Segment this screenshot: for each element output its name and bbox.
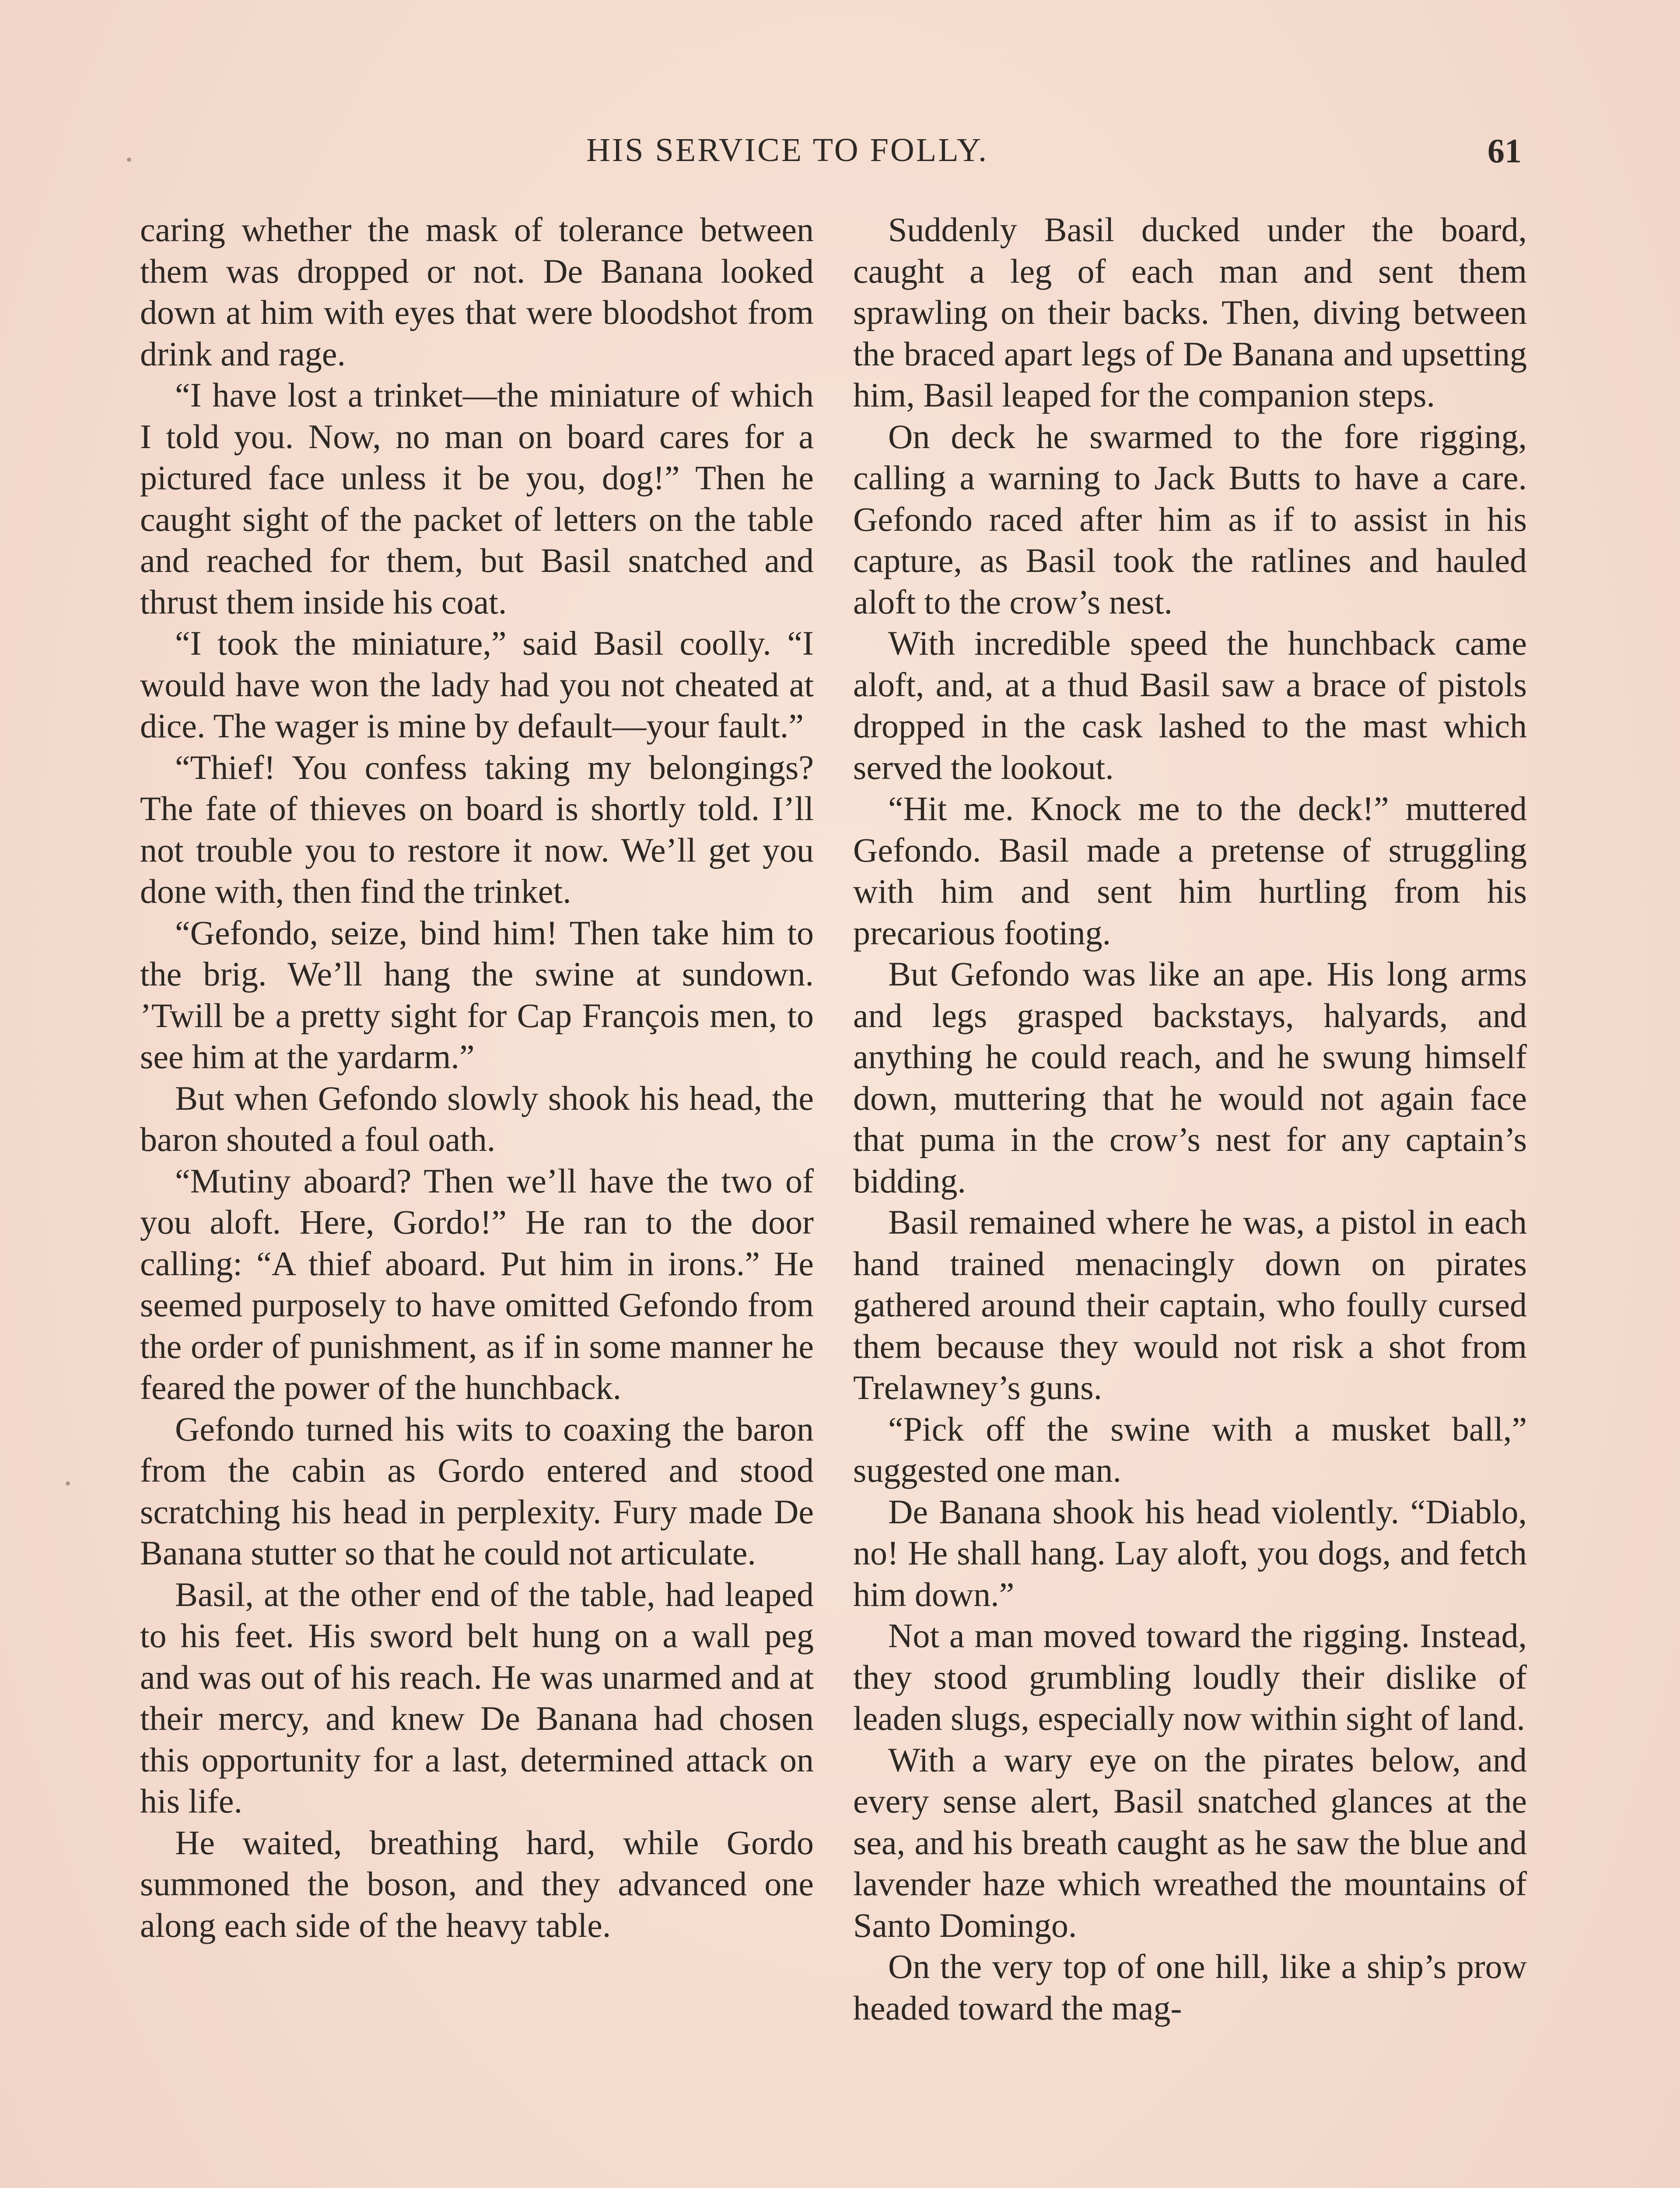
paragraph: Basil, at the other end of the table, had leaped to his feet. His sword belt hung on a wall peg and was out of his reach. He was unarmed and at their mercy, and knew De Banana had chosen this opportunity for a last, determined attack on his life. — [140, 1575, 814, 1820]
paragraph: He waited, breathing hard, while Gordo summoned the boson, and they advanced one along each side of the heavy table. — [140, 1823, 814, 1944]
page-header — [0, 131, 1680, 179]
paper-speck — [127, 158, 131, 162]
paragraph: On deck he swarmed to the fore rigging, calling a warning to Jack Butts to have a care. Gefondo raced after him as if to assist in his capture, as Basil took the ratlines and hauled aloft to the crow’s nest. — [853, 417, 1527, 621]
paragraph: With a wary eye on the pirates below, and every sense alert, Basil snatched glances at the sea, and his breath caught as he saw the blue and lavender haze which wreathed the mountains of Santo Domingo. — [853, 1740, 1527, 1944]
paragraph: But when Gefondo slowly shook his head, the baron shouted a foul oath. — [140, 1079, 814, 1158]
paragraph: Gefondo turned his wits to coaxing the baron from the cabin as Gordo entered and stood scratching his head in perplexity. Fury made De Banana stutter so that he could not articulate. — [140, 1410, 814, 1572]
paragraph: Not a man moved toward the rigging. Instead, they stood grumbling loudly their dislike of leaden slugs, especially now within sight of land. — [853, 1616, 1527, 1737]
paper-speck — [66, 1481, 70, 1486]
paragraph: But Gefondo was like an ape. His long arms and legs grasped backstays, halyards, and anything he could reach, and he swung himself down, muttering that he would not again face that puma in the crow’s nest for any captain’s bidding. — [853, 955, 1527, 1200]
paragraph: “Pick off the swine with a musket ball,” suggested one man. — [853, 1410, 1527, 1489]
left-text-column — [140, 209, 814, 2188]
paragraph: “Hit me. Knock me to the deck!” muttered Gefondo. Basil made a pretense of struggling with him and sent him hurtling from his precarious footing. — [853, 789, 1527, 952]
paragraph: De Banana shook his head violently. “Diablo, no! He shall hang. Lay aloft, you dogs, and fetch him down.” — [853, 1492, 1527, 1613]
paragraph: On the very top of one hill, like a ship’s prow headed toward the mag- — [853, 1947, 1527, 2027]
page-number: 61 — [1488, 132, 1522, 170]
paragraph: caring whether the mask of tolerance between them was dropped or not. De Banana looked down at him with eyes that were bloodshot from drink and rage. — [140, 210, 814, 373]
paragraph: “Gefondo, seize, bind him! Then take him to the brig. We’ll hang the swine at sundown. ’Twill be a pretty sight for Cap François men, to see him at the yardarm.” — [140, 913, 814, 1076]
paragraph: “Mutiny aboard? Then we’ll have the two of you aloft. Here, Gordo!” He ran to the door calling: “A thief aboard. Put him in irons.” He seemed purposely to have omitted Gefondo from the order of punishment, as if in some manner he feared the power of the hunchback. — [140, 1161, 814, 1406]
paragraph: Basil remained where he was, a pistol in each hand trained menacingly down on pirates gathered around their captain, who foully cursed them because they would not risk a shot from Trelawney’s guns. — [853, 1203, 1527, 1406]
running-title: HIS SERVICE TO FOLLY. — [586, 132, 989, 168]
paragraph: “I took the miniature,” said Basil coolly. “I would have won the lady had you not cheated at dice. The wager is mine by default—your fault.” — [140, 624, 814, 745]
paragraph: “Thief! You confess taking my belongings? The fate of thieves on board is shortly told. I’ll not trouble you to restore it now. We’ll get you done with, then find the trinket. — [140, 748, 814, 910]
paragraph: “I have lost a trinket—the miniature of which I told you. Now, no man on board cares for a pictured face unless it be you, dog!” Then he caught sight of the packet of letters on the table and reached for them, but Basil snatched and thrust them inside his coat. — [140, 376, 814, 621]
paragraph: With incredible speed the hunchback came aloft, and, at a thud Basil saw a brace of pistols dropped in the cask lashed to the mast which served the lookout. — [853, 624, 1527, 786]
right-text-column — [853, 209, 1527, 2188]
paragraph: Suddenly Basil ducked under the board, caught a leg of each man and sent them sprawling on their backs. Then, diving between the braced apart legs of De Banana and upsetting him, Basil leaped for the companion steps. — [853, 210, 1527, 414]
